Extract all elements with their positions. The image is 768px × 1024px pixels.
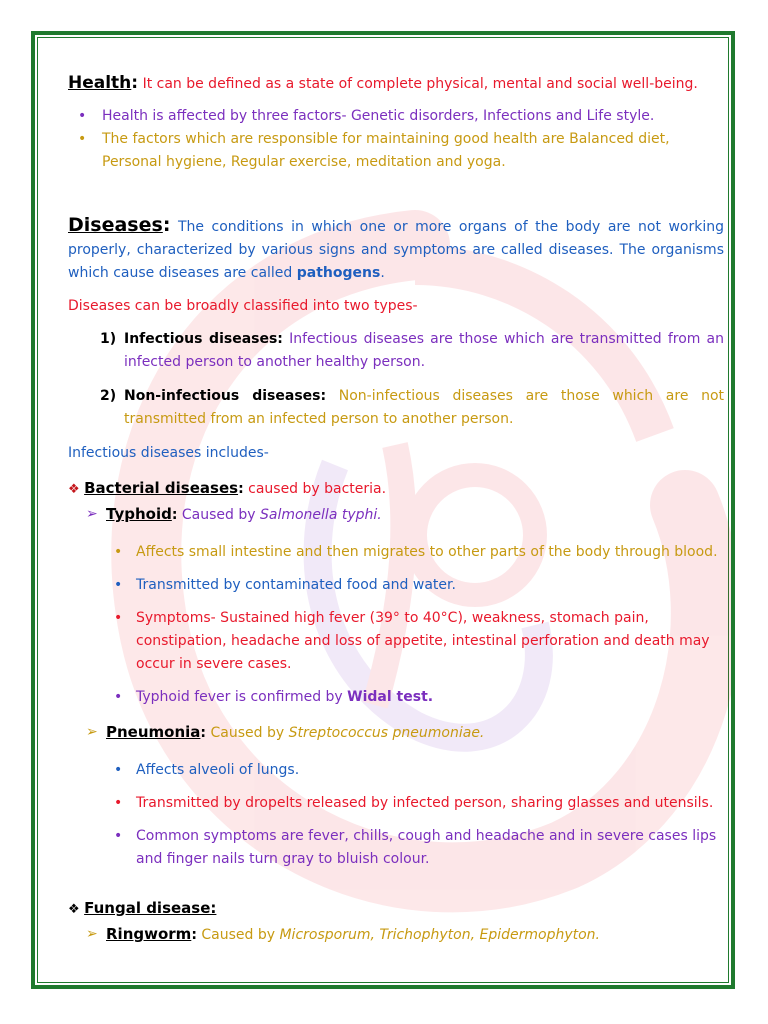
diseases-heading: Diseases	[68, 214, 163, 236]
fungal-heading-line	[68, 897, 724, 921]
document-body	[68, 60, 724, 947]
bacterial-heading: Bacterial diseases	[84, 479, 239, 497]
dot-bullet-icon: •	[114, 577, 123, 593]
typhoid-heading-line: ➢ Typhoid: Caused by Salmonella typhi.	[68, 503, 724, 527]
dot-bullet-icon: •	[114, 544, 123, 560]
health-heading: Health	[68, 73, 132, 93]
dot-bullet-icon: •	[114, 828, 123, 844]
diamond-bullet-icon: ❖	[68, 482, 80, 497]
widal-test-term: Widal test.	[347, 689, 434, 705]
diamond-bullet-icon: ❖	[68, 902, 80, 917]
arrow-bullet-icon: ➢	[86, 926, 98, 942]
ringworm-heading-line: ➢ Ringworm: Caused by Microsporum, Trichophyton, Epidermophyton.	[68, 923, 724, 947]
infectious-intro: Infectious diseases includes-	[68, 445, 269, 461]
pathogens-term: pathogens	[296, 265, 381, 281]
dot-bullet-icon: •	[114, 610, 123, 626]
health-definition-text: It can be defined as a state of complete physical, mental and social well-being.	[142, 76, 698, 92]
dot-bullet-icon: •	[78, 131, 87, 147]
fungal-heading: Fungal disease:	[84, 899, 217, 917]
list-item: • Common symptoms are fever, chills, cough and headache and in severe cases lips and finger nails turn gray to bluish colour.	[68, 825, 724, 871]
list-item: 2) Non-infectious diseases: Non-infectious diseases are those which are not transmitted from an infected person to another person.	[100, 388, 725, 427]
list-item: • Affects alveoli of lungs.	[68, 759, 724, 782]
list-item: • The factors which are responsible for maintaining good health are Balanced diet, Personal hygiene, Regular exercise, meditation and yoga.	[68, 128, 724, 174]
dot-bullet-icon: •	[78, 108, 87, 124]
diseases-definition: Diseases: The conditions in which one or more organs of the body are not working properly, characterized by various signs and symptoms are called diseases. The organisms which cause diseases are called pathogens.	[68, 214, 724, 281]
pneumonia-heading-line: ➢ Pneumonia: Caused by Streptococcus pneumoniae.	[68, 721, 724, 745]
list-item: • Transmitted by contaminated food and water.	[68, 574, 724, 597]
classification-intro: Diseases can be broadly classified into two types-	[68, 298, 418, 314]
list-item: 1) Infectious diseases: Infectious diseases are those which are transmitted from an infected person to another healthy person.	[100, 331, 724, 370]
dot-bullet-icon: •	[114, 795, 123, 811]
dot-bullet-icon: •	[114, 689, 123, 705]
pneumonia-heading: Pneumonia	[106, 723, 201, 741]
bacterial-heading-line: ❖ Bacterial diseases: caused by bacteria.	[68, 479, 387, 497]
list-item: • Health is affected by three factors- Genetic disorders, Infections and Life style.	[68, 105, 724, 128]
arrow-bullet-icon: ➢	[86, 724, 98, 740]
arrow-bullet-icon: ➢	[86, 506, 98, 522]
list-item: • Symptoms- Sustained high fever (39° to 40°C), weakness, stomach pain, constipation, headache and loss of appetite, intestinal perforation and death may occur in severe cases.	[68, 607, 724, 676]
dot-bullet-icon: •	[114, 762, 123, 778]
list-item: • Typhoid fever is confirmed by Widal test.	[68, 686, 724, 709]
list-item: • Affects small intestine and then migrates to other parts of the body through blood.	[68, 541, 724, 564]
typhoid-heading: Typhoid	[106, 505, 172, 523]
list-item: • Transmitted by dropelts released by infected person, sharing glasses and utensils.	[68, 792, 724, 815]
ringworm-heading: Ringworm	[106, 925, 192, 943]
health-definition: Health: It can be defined as a state of complete physical, mental and social well-being.	[68, 73, 698, 93]
